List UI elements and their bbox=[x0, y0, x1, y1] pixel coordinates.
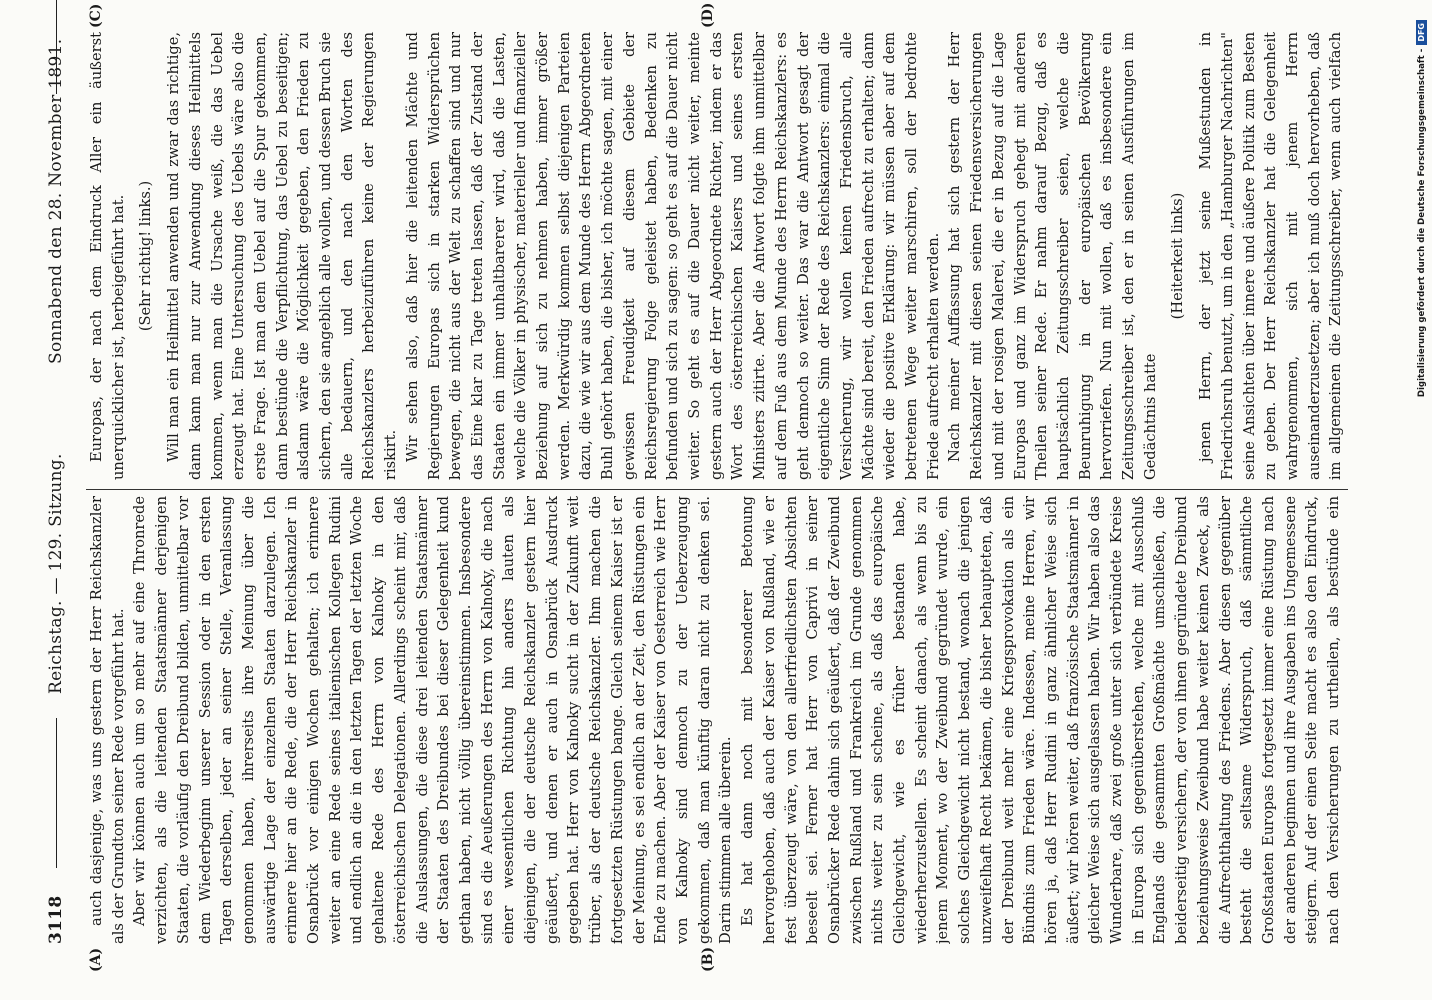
header-rule-left bbox=[56, 718, 57, 868]
paragraph: Will man ein Heilmittel anwenden und zwar das richtige, dann kann man nur zur Anwendung dieses Heilmittels kommen, wenn man die Ursache weiß, die das Uebel erzeugt hat. Eine Untersuchung des Uebels wäre also die erste Frage. Ist man dem Uebel auf die Spur gekommen, dann bestünde die Verpflichtung, das Uebel zu beseitigen; alsdann wäre die Möglichkeit gegeben, den Frieden zu sichern, den sie angeblich alle wollen, und dessen Bruch sie alle bedauern, und den nach den Worten des Reichskanzlers herbeizuführen keine der Regierungen riskirt. bbox=[165, 32, 400, 480]
left-text-column bbox=[86, 496, 1348, 944]
digitization-credit bbox=[1416, 20, 1427, 940]
interjection: (Sehr richtig! links.) bbox=[137, 180, 155, 332]
paragraph: jenen Herrn, der jetzt seine Mußestunden in Friedrichsruh benutzt, um in den „Hamburger Nachrichten" seine Ansichten über innere und äußere Politik zum Besten zu geben. Der Herr Reichskanzler hat die Gelegenheit wahrgenommen, sich mit jenem Herrn auseinanderzusetzen; aber ich muß doch hervorheben, daß im allgemeinen die Zeitungsschreiber, wenn auch vielfach bbox=[1197, 32, 1345, 480]
paragraph: Aber wir können auch um so mehr auf eine Thronrede verzichten, als die leitenden Staatsmänner derjenigen Staaten, die vorläufig den Dreibund bilden, unmittelbar vor dem Wiederbeginn unserer Session oder in den ersten Tagen derselben, jeder an seiner Stelle, Veranlassung genommen haben, ihrerseits ihre Meinung über die auswärtige Lage der einzelnen Staaten darzulegen. Ich erinnere hier an die Rede, die der Herr Reichskanzler in Osnabrück vor einigen Wochen gehalten; ich erinnere weiter an eine Rede seines italienischen Kollegen Rudini und endlich an die in den letzten Tagen der letzten Woche gehaltene Rede des Herrn von Kalnoky in den österreichischen Delegationen. Allerdings scheint mir, daß die Auslassungen, die diese drei leitenden Staatsmänner der Staaten des Dreibundes bei dieser Gelegenheit kund gethan haben, nicht völlig übereinstimmen. Insbesondere sind es die Aeußerungen des Herrn von Kalnoky, die nach einer wesentlichen Richtung hin anders lauten als diejenigen, die der deutsche Reichskanzler gestern hier geäußert, und denen er auch in Osnabrück Ausdruck gegeben hat. Herr von Kalnoky sucht in der Zukunft weit trüber, als der deutsche Reichskanzler. Ihm machen die fortgesetzten Rüstungen bange. Gleich seinem Kaiser ist er der Meinung, es sei endlich an der Zeit, den Rüstungen ein Ende zu machen. Aber der Kaiser von Oesterreich wie Herr von Kalnoky sind dennoch zu der Ueberzeugung gekommen, daß man künftig daran nicht zu denken sei. Darin stimmen alle überein. bbox=[131, 496, 735, 944]
margin-marker-d: (D) bbox=[700, 2, 716, 28]
paragraph: Wir sehen also, daß hier die leitenden Mächte und Regierungen Europas sich in starken Widersprüchen bewegen, die nicht aus der Welt zu schaffen sind und nur das Eine klar zu Tage treten lassen, daß der Zustand der Staaten ein immer unhaltbarerer wird, daß die Lasten, welche die Völker in physischer, materieller und finanzieller Beziehung auf sich zu nehmen haben, immer größer werden. Merkwürdig kommen selbst diejenigen Parteien dazu, die wie wir aus dem Munde des Herrn Abgeordneten Buhl gehört haben, die bisher, ich möchte sagen, mit einer gewissen Freudigkeit auf diesem Gebiete der Reichsregierung Folge geleistet haben, Bedenken zu befunden und sich zu sagen: so geht es auf die Dauer nicht weiter. So geht es auf die Dauer nicht weiter, meinte gestern auch der Herr Abgeordnete Richter, indem er das Wort des österreichischen Kaisers und seines ersten Ministers zitirte. Aber die Antwort folgte ihm unmittelbar auf dem Fuß aus dem Munde des Herrn Reichskanzlers: es geht dennoch so weiter. Das war die Antwort gesagt der eigentliche Sinn der Rede des Reichskanzlers: einmal die Versicherung, wir wollen keinen Friedensbruch, alle Mächte sind bereit, den Frieden aufrecht zu erhalten; dann wieder die positive Erklärung: wir müssen aber auf dem betretenen Wege weiter marschiren, soll der bedrohte Friede aufrecht erhalten werden. bbox=[403, 32, 942, 480]
interjection: (Heiterkeit links) bbox=[1169, 192, 1187, 320]
margin-marker-b: (B) bbox=[700, 946, 716, 972]
page-number: 3118 bbox=[46, 895, 66, 944]
dfg-logo: DFG bbox=[1416, 20, 1427, 45]
page-header bbox=[46, 26, 80, 944]
credit-text: Digitalisierung gefördert durch die Deutsche Forschungsgemeinschaft - bbox=[1417, 48, 1427, 398]
paragraph: Es hat dann noch mit besonderer Betonung hervorgehoben, daß auch der Kaiser von Rußland, wie er fest überzeugt wäre, von den allerfriedlichsten Absichten beseelt sei. Ferner hat Herr von Caprivi in seiner Osnabrücker Rede dahin sich geäußert, daß der Zweibund zwischen Rußland und Frankreich im Grunde genommen nichts weiter zu sein scheine, als daß das europäische Gleichgewicht, wie es früher bestanden habe, wiederherzustellen. Es scheint danach, als wenn bis zu jenem Moment, wo der Zweibund gegründet wurde, ein solches Gleichgewicht nicht bestand, wonach die jenigen unzweifelhaft Recht bekämen, die bisher behaupteten, daß der Dreibund weit mehr eine Kriegsprovokation als ein Bündnis zum Frieden wäre. Indessen, meine Herren, wir hören ja, daß Herr Rudini in ganz ähnlicher Weise sich äußert; wir hören weiter, daß französische Staatsmänner in gleicher Weise sich ausgelassen haben. Wir haben also das Wunderbare, daß zwei große unter sich verbündete Kreise in Europa sich gegenüberstehen, welche mit Ausschluß Englands die gesammten Großmächte umschließen, die beiderseitig versichern, der von ihnen gegründete Dreibund beziehungsweise Zweibund habe weiter keinen Zweck, als die Aufrechthaltung des Friedens. Aber diesen gegenüber besteht die seltsame Widerspruch, daß sämmtliche Großstaaten Europas fortgesetzt immer eine Rüstung nach der anderen beginnen und ihre Ausgaben ins Ungemessene steigern. Auf der einen Seite macht es also den Eindruck, nach den Versicherungen zu urtheilen, als bestünde ein bbox=[739, 496, 1343, 944]
session-title: Reichstag. — 129. Sitzung. bbox=[46, 453, 66, 694]
session-date: Sonnabend den 28. November 1891. bbox=[46, 38, 66, 364]
paragraph: Europas, der nach dem Eindruck Aller ein äußerst unerquicklicher ist, herbeigeführt hat. bbox=[88, 32, 127, 480]
margin-marker-c: (C) bbox=[88, 3, 104, 28]
margin-marker-a: (A) bbox=[88, 947, 104, 972]
right-text-column bbox=[86, 32, 1348, 480]
paragraph: Nach meiner Auffassung hat sich gestern der Herr Reichskanzler mit diesen seinen Friedensversicherungen und mit der rosigen Malerei, die er in Bezug auf die Lage Europas und ganz im Widerspruch gehegt mit anderen Theilen seiner Rede. Er nahm darauf Bezug, daß es hauptsächlich Zeitungsschreiber seien, welche die Beunruhigung in der europäischen Bevölkerung hervorriefen. Nun mit wollen, daß es insbesondere ein Zeitungsschreiber ist, den er in seinen Ausführungen im Gedächtnis hatte bbox=[946, 32, 1159, 480]
paragraph: auch dasjenige, was uns gestern der Herr Reichskanzler als der Grundton seiner Rede vorgeführt hat. bbox=[88, 496, 127, 944]
header-rule-right bbox=[56, 0, 57, 94]
column-divider bbox=[86, 489, 1348, 490]
